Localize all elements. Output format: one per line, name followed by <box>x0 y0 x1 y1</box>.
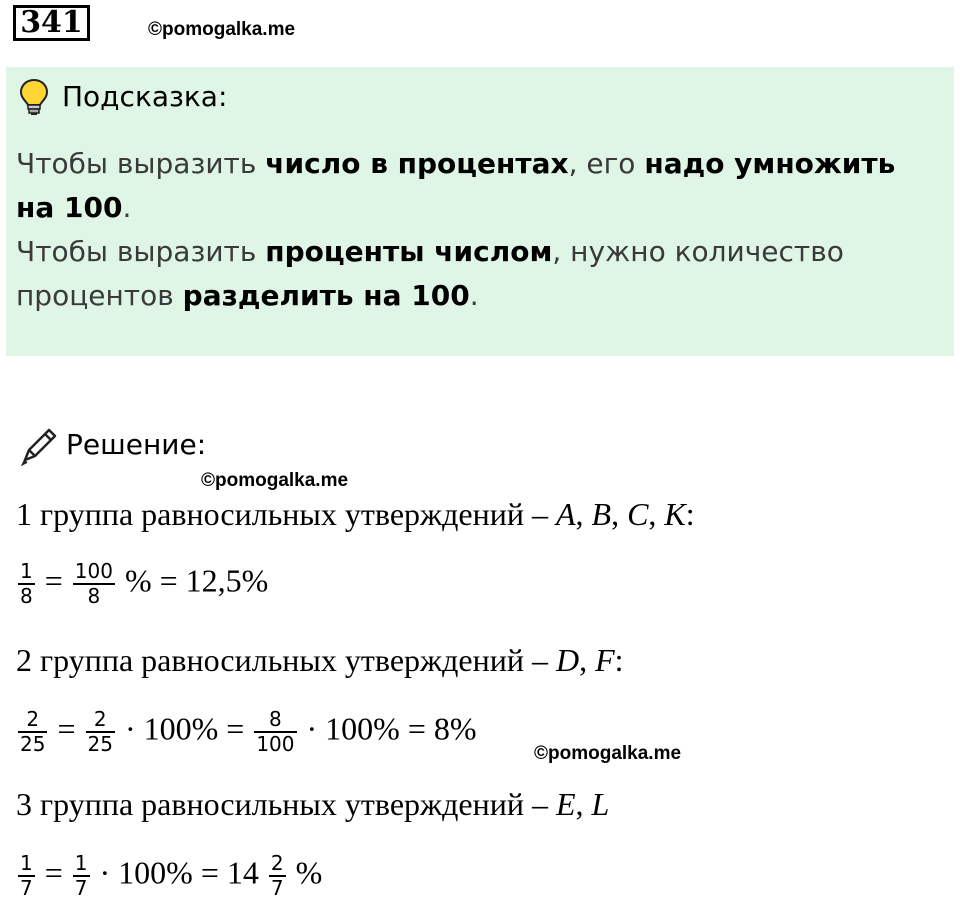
fraction: $\frac{2}{7}$ <box>270 851 284 900</box>
group-1-line: 1 группа равносильных утверждений – A, B, C, K: <box>16 496 695 532</box>
fraction: $\frac{2}{25}$ <box>87 707 113 756</box>
hint-line-2: на 100. <box>16 191 132 224</box>
watermark: ©pomogalka.me <box>534 743 682 764</box>
fraction: $\frac{1}{7}$ <box>74 851 88 900</box>
lightbulb-icon <box>18 78 50 116</box>
hint-line-1: Чтобы выразить число в процентах, его надо умножить <box>16 147 896 180</box>
fraction: $\frac{2}{25}$ <box>20 707 46 756</box>
fraction: $\frac{8}{100}$ <box>256 707 295 756</box>
fraction: $\frac{100}{8}$ <box>74 559 113 608</box>
hint-line-4: процентов разделить на 100. <box>16 279 479 312</box>
equation-3: $\frac{1}{7}$ = $\frac{1}{7}$ · 100% = 14 $\frac{2}{7}$ % <box>20 851 323 900</box>
equation-2: $\frac{2}{25}$ = $\frac{2}{25}$ · 100% = $\frac{8}{100}$ · 100% = 8% <box>20 707 477 756</box>
hint-line-3: Чтобы выразить проценты числом, нужно количество <box>16 235 844 268</box>
hint-title: Подсказка: <box>62 80 228 113</box>
group-2-line: 2 группа равносильных утверждений – D, F: <box>16 642 624 678</box>
fraction: $\frac{1}{7}$ <box>20 851 33 900</box>
task-number: 341 <box>13 5 90 41</box>
equation-1: $\frac{1}{8}$ = $\frac{100}{8}$ % = 12,5% <box>20 559 269 608</box>
pencil-icon <box>17 424 61 468</box>
fraction: $\frac{1}{8}$ <box>20 559 33 608</box>
solution-title: Решение: <box>66 428 207 461</box>
group-3-line: 3 группа равносильных утверждений – E, L <box>16 786 610 822</box>
watermark: ©pomogalka.me <box>201 470 349 491</box>
watermark: ©pomogalka.me <box>148 19 296 40</box>
